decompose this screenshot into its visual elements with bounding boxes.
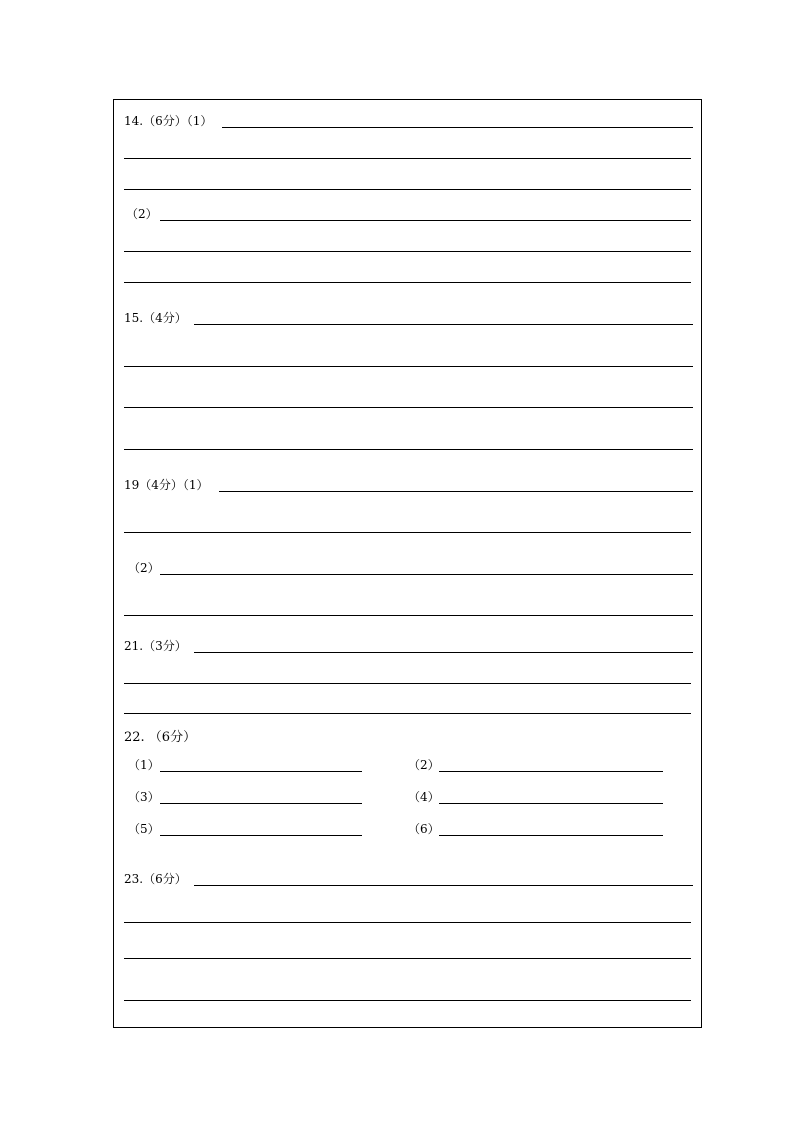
q15-answer-line[interactable] <box>194 324 693 325</box>
q19-sub2-label: （2） <box>128 561 160 575</box>
q14-label: 14.（6分）（1） <box>124 114 213 128</box>
q19-1-answer-line[interactable] <box>219 491 693 492</box>
q21-answer-line[interactable] <box>124 713 691 714</box>
q21-label: 21.（3分） <box>124 639 187 653</box>
q22-item-label: （6） <box>408 822 440 836</box>
q14-1-answer-line[interactable] <box>124 189 691 190</box>
q14-1-answer-line[interactable] <box>124 158 691 159</box>
q22-answer-blank-4[interactable] <box>439 803 663 804</box>
q19-2-answer-line[interactable] <box>160 574 693 575</box>
q19-label: 19（4分）（1） <box>124 478 209 492</box>
q21-answer-line[interactable] <box>194 652 693 653</box>
q14-1-answer-line[interactable] <box>222 127 693 128</box>
q22-label: 22. （6分） <box>124 730 197 745</box>
q14-2-answer-line[interactable] <box>124 282 691 283</box>
q14-2-answer-line[interactable] <box>124 251 691 252</box>
q22-item-label: （2） <box>408 758 440 772</box>
q15-label: 15.（4分） <box>124 311 187 325</box>
q19-2-answer-line[interactable] <box>124 615 693 616</box>
q22-item-label: （1） <box>128 758 160 772</box>
q22-item-label: （3） <box>128 790 160 804</box>
q22-answer-blank-5[interactable] <box>160 835 362 836</box>
q22-item-label: （4） <box>408 790 440 804</box>
q22-answer-blank-2[interactable] <box>439 771 663 772</box>
q22-item-label: （5） <box>128 822 160 836</box>
q23-label: 23.（6分） <box>124 872 187 886</box>
q14-2-answer-line[interactable] <box>160 220 691 221</box>
q22-answer-blank-6[interactable] <box>439 835 663 836</box>
q15-answer-line[interactable] <box>124 366 693 367</box>
q21-answer-line[interactable] <box>124 683 691 684</box>
q19-1-answer-line[interactable] <box>124 532 691 533</box>
q23-answer-line[interactable] <box>194 885 693 886</box>
q22-answer-blank-1[interactable] <box>160 771 362 772</box>
q15-answer-line[interactable] <box>124 407 693 408</box>
q23-answer-line[interactable] <box>124 1000 691 1001</box>
q22-answer-blank-3[interactable] <box>160 803 362 804</box>
q23-answer-line[interactable] <box>124 922 691 923</box>
q14-sub2-label: （2） <box>126 207 158 221</box>
q15-answer-line[interactable] <box>124 449 693 450</box>
answer-sheet-frame <box>113 99 702 1028</box>
q23-answer-line[interactable] <box>124 958 691 959</box>
